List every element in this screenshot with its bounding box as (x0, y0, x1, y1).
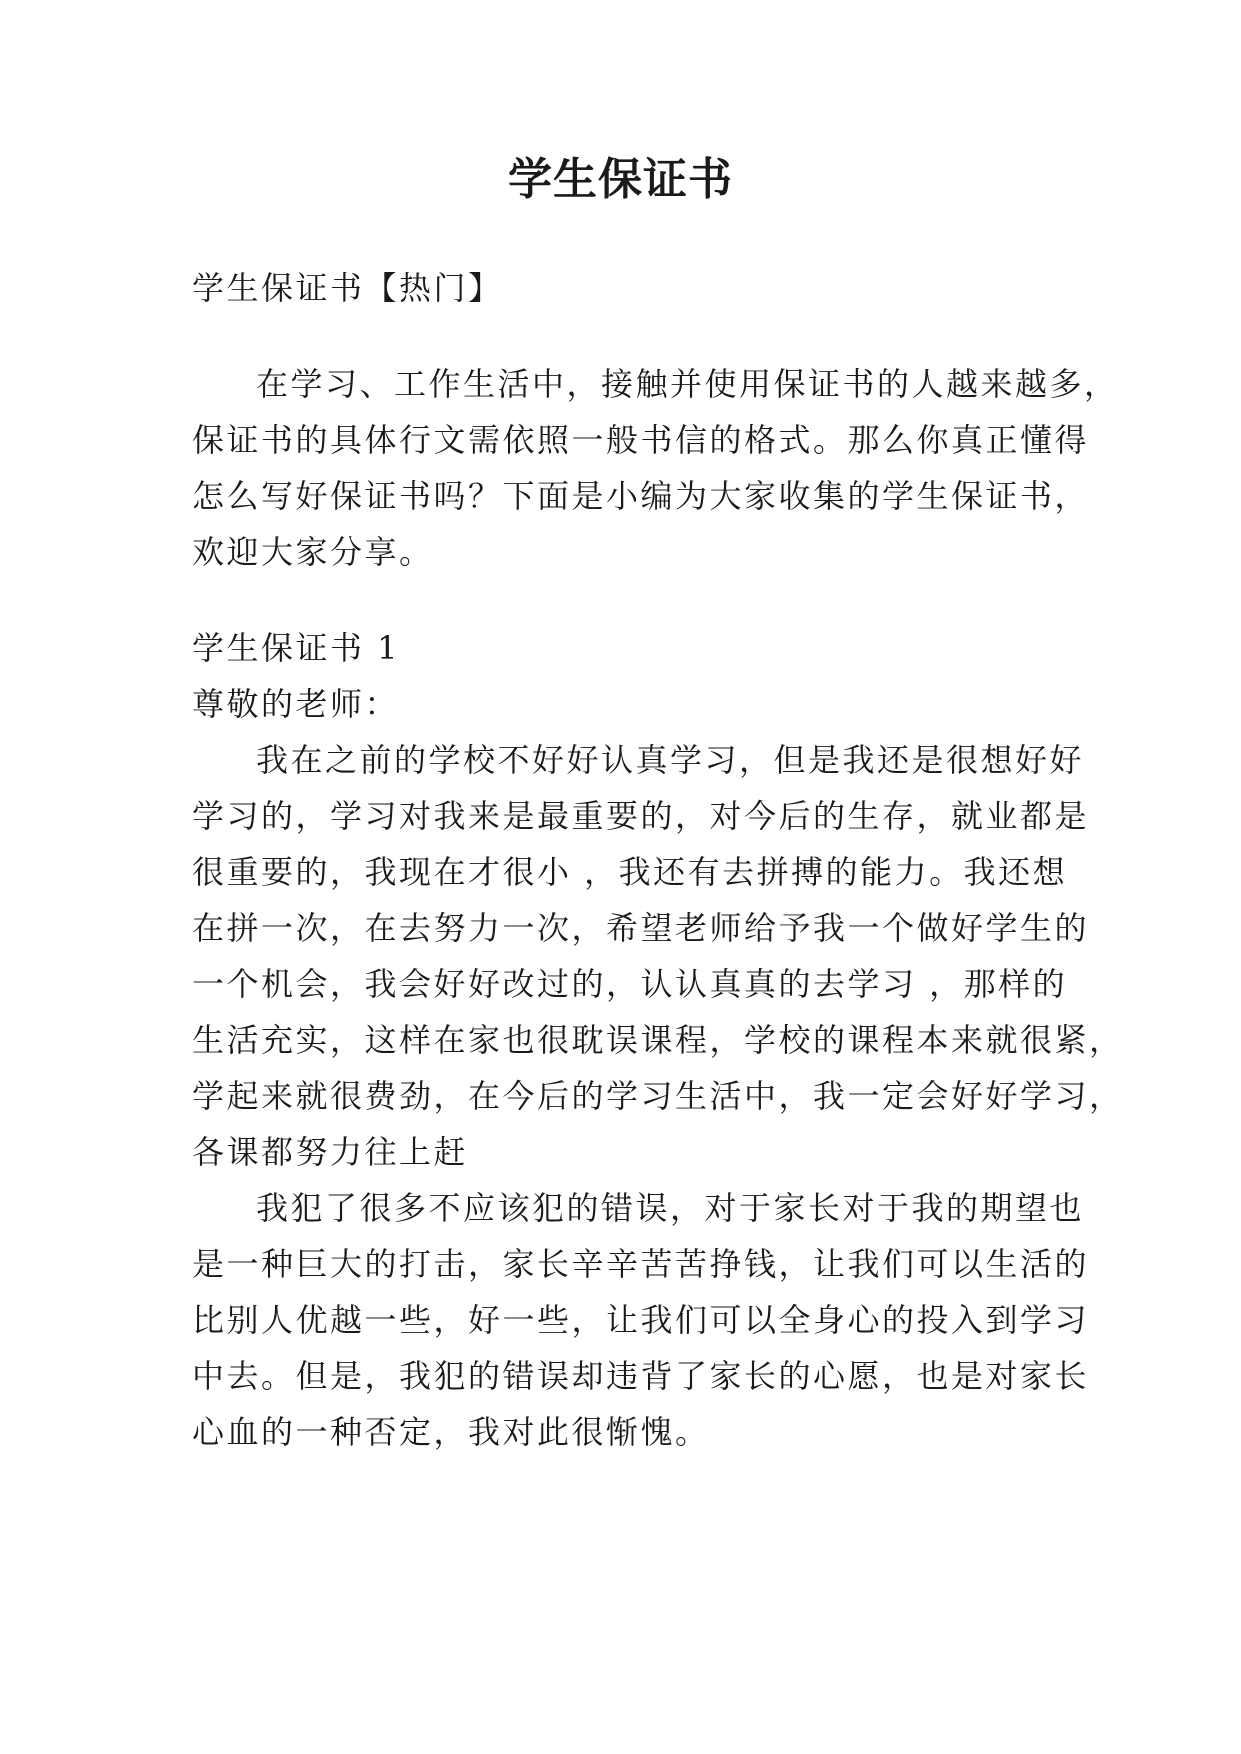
paragraph1-line: 在拼一次，在去努力一次，希望老师给予我一个做好学生的 (192, 909, 1090, 947)
paragraph1-line: 生活充实，这样在家也很耽误课程，学校的课程本来就很紧， (192, 1021, 1124, 1059)
paragraph2-line: 心血的一种否定，我对此很惭愧。 (192, 1413, 710, 1451)
section-heading: 学生保证书 1 (192, 629, 401, 667)
paragraph1-line: 我在之前的学校不好好认真学习，但是我还是很想好好 (256, 741, 1085, 779)
paragraph1-line: 各课都努力往上赶 (192, 1133, 469, 1171)
intro-line: 欢迎大家分享。 (192, 533, 434, 571)
intro-line: 在学习、工作生活中，接触并使用保证书的人越来越多， (256, 365, 1119, 403)
intro-line: 保证书的具体行文需依照一般书信的格式。那么你真正懂得 (192, 421, 1090, 459)
paragraph1-line: 学起来就很费劲，在今后的学习生活中，我一定会好好学习， (192, 1077, 1124, 1115)
paragraph2-line: 是一种巨大的打击，家长辛辛苦苦挣钱，让我们可以生活的 (192, 1245, 1090, 1283)
paragraph1-line: 很重要的，我现在才很小 ，我还有去拼搏的能力。我还想 (192, 853, 1068, 891)
document-title: 学生保证书 (508, 154, 733, 205)
salutation: 尊敬的老师： (192, 685, 400, 723)
paragraph2-line: 我犯了很多不应该犯的错误，对于家长对于我的期望也 (256, 1189, 1085, 1227)
paragraph2-line: 中去。但是，我犯的错误却违背了家长的心愿，也是对家长 (192, 1357, 1090, 1395)
paragraph1-line: 一个机会，我会好好改过的，认认真真的去学习 ，那样的 (192, 965, 1068, 1003)
paragraph1-line: 学习的，学习对我来是最重要的，对今后的生存，就业都是 (192, 797, 1090, 835)
intro-line: 怎么写好保证书吗？下面是小编为大家收集的学生保证书， (192, 477, 1090, 515)
document-subtitle: 学生保证书【热门】 (192, 269, 503, 307)
paragraph2-line: 比别人优越一些，好一些，让我们可以全身心的投入到学习 (192, 1301, 1090, 1339)
